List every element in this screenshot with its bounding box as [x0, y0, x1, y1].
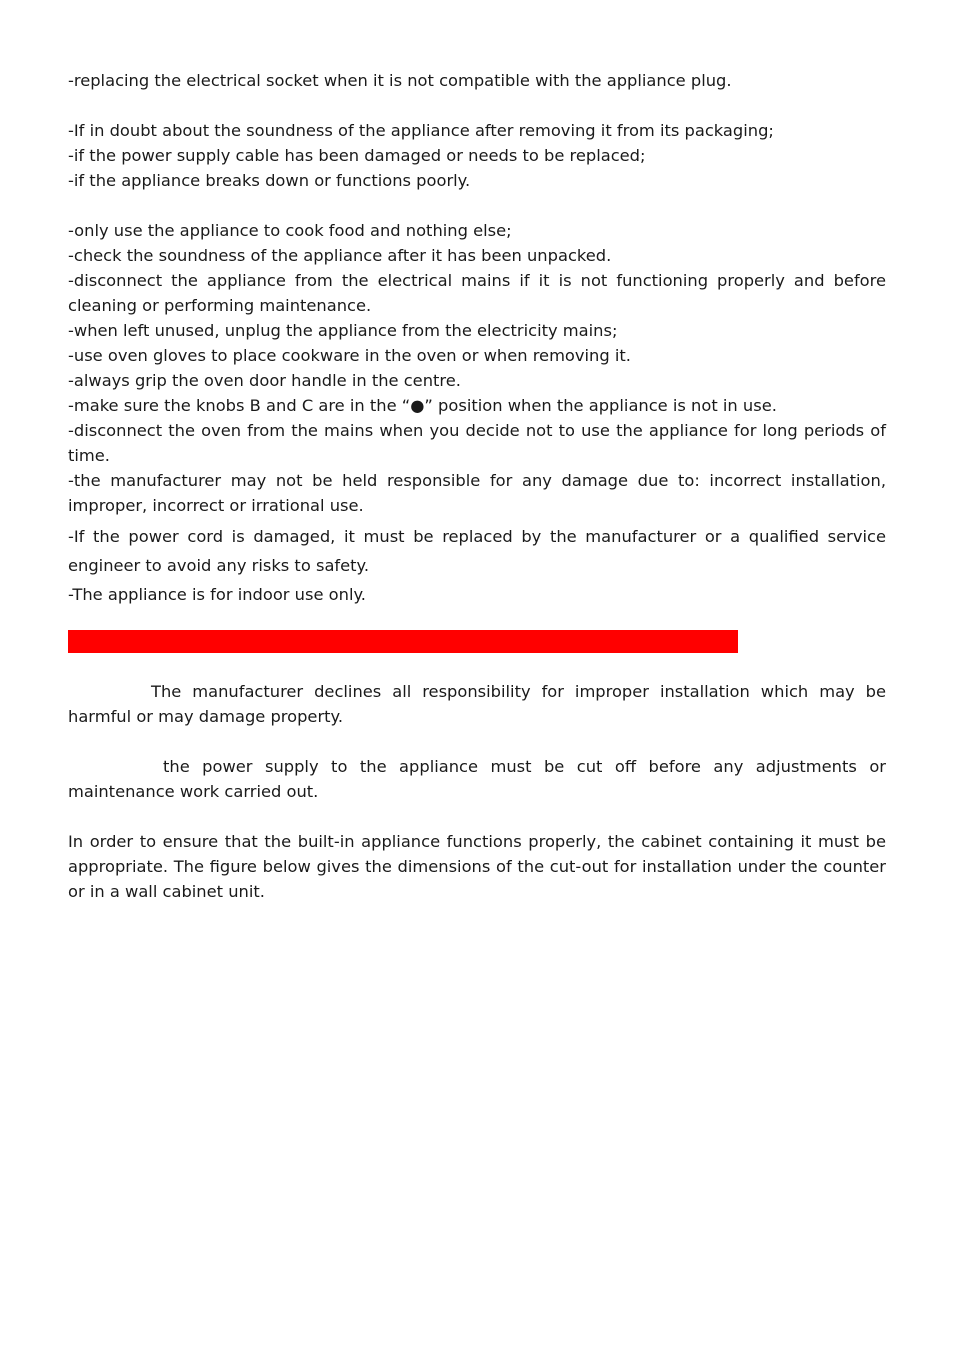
- check-soundness-text: -check the soundness of the appliance after it has been unpacked.: [68, 246, 612, 265]
- power-cutoff-text: the power supply to the appliance must be cut off before any adjustments or maintenance work carried out.: [68, 757, 886, 801]
- spacer: [68, 193, 886, 218]
- cable-damaged-text: -if the power supply cable has been damaged or needs to be replaced;: [68, 146, 646, 165]
- door-handle-text: -always grip the oven door handle in the centre.: [68, 371, 461, 390]
- installation-section: [68, 679, 886, 904]
- doubt-soundness-text: -If in doubt about the soundness of the appliance after removing it from its packaging;: [68, 121, 774, 140]
- cook-food-only-text: -only use the appliance to cook food and nothing else;: [68, 221, 512, 240]
- indoor-use-text: -The appliance is for indoor use only.: [68, 585, 366, 604]
- manufacturer-liability-text: -the manufacturer may not be held responsible for any damage due to: incorrect installation, improper, incorrect or irrational use.: [68, 471, 886, 515]
- oven-gloves-text: -use oven gloves to place cookware in the oven or when removing it.: [68, 346, 631, 365]
- spacer: [68, 93, 886, 118]
- safety-instructions: [68, 68, 886, 609]
- section-heading-bar: [68, 630, 738, 653]
- socket-replacement-text: -replacing the electrical socket when it is not compatible with the appliance plug.: [68, 71, 732, 90]
- installation-disclaimer-text: The manufacturer declines all responsibility for improper installation which may be harmful or may damage property.: [68, 682, 886, 726]
- knobs-position-text: -make sure the knobs B and C are in the “●” position when the appliance is not in use.: [68, 396, 777, 415]
- cabinet-requirements-text: In order to ensure that the built-in appliance functions properly, the cabinet containing it must be appropriate. The figure below gives the dimensions of the cut-out for installation under the counter or in a wall cabinet unit.: [68, 832, 886, 901]
- long-periods-text: -disconnect the oven from the mains when you decide not to use the appliance for long periods of time.: [68, 421, 886, 465]
- unplug-unused-text: -when left unused, unplug the appliance from the electricity mains;: [68, 321, 618, 340]
- spacer: [68, 804, 886, 829]
- breakdown-text: -if the appliance breaks down or functions poorly.: [68, 171, 471, 190]
- power-cord-text: -If the power cord is damaged, it must be replaced by the manufacturer or a qualified service engineer to avoid any risks to safety.: [68, 527, 886, 575]
- disconnect-mains-text: -disconnect the appliance from the electrical mains if it is not functioning properly and before cleaning or performing maintenance.: [68, 271, 886, 315]
- spacer: [68, 729, 886, 754]
